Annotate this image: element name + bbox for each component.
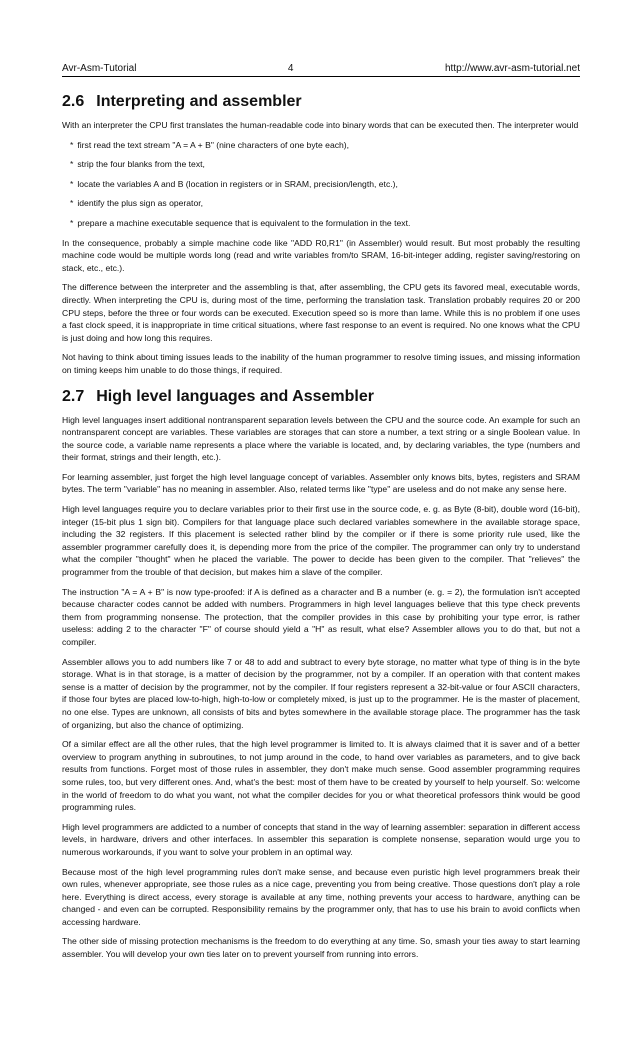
- paragraph: The instruction "A = A + B" is now type-proofed: if A is defined as a character and B a number (e. g. = 2), the formulation isn't accepted because character codes cannot be added with numbers. Programmers in high level languages believe that this type check prevents them from programming nonsense. The protection, that the compiler provides in this case by prohibiting your type error, is rather useless: adding 2 to the character "F" of course should yield a "H" as result, what else? Assembler allows you to do that, but not a compiler.: [62, 586, 580, 647]
- list-item: [70, 178, 580, 191]
- bullet-marker: *: [70, 139, 74, 150]
- paragraph: Not having to think about timing issues leads to the inability of the human programmer to resolve timing issues, and missing information on timing keeps him unable to do those things, if required.: [62, 352, 580, 375]
- section-2-7: [62, 387, 580, 961]
- section-title: Interpreting and assembler: [96, 93, 302, 110]
- paragraph: With an interpreter the CPU first translates the human-readable code into binary words that can be executed then. The interpreter would: [62, 120, 579, 130]
- section-title: High level languages and Assembler: [96, 387, 374, 405]
- page-content: [62, 92, 580, 971]
- paragraph: For learning assembler, just forget the high level language concept of variables. Assembler only knows bits, bytes, registers and SRAM bytes. The term "variable" has no meaning in assembler. Also, related terms like "type" are useless and do not make any sense here.: [62, 471, 580, 495]
- page-header: [62, 58, 580, 74]
- bullet-list: [62, 139, 580, 230]
- bullet-marker: *: [70, 217, 74, 228]
- paragraph: The other side of missing protection mechanisms is the freedom to do everything at any time. So, smash your ties away to start learning assembler. You will develop your own ties later on to prevent yourself from running into errors.: [62, 936, 580, 960]
- section-heading: [62, 92, 580, 112]
- paragraph: The difference between the interpreter and the assembling is that, after assembling, the CPU gets its favored meal, executable words, directly. When interpreting the CPU is, during most of the time, performing the translation task. Translation probably requires 20 or 200 CPU steps, before the three or four words can be executed. Execution speed so is more than lame. While this is no problem if one uses a fast clock speed, it is inappropriate in time critical situations, where fast response to an event is required. No one knows what the CPU is just doing and how long this requires.: [62, 282, 580, 343]
- list-item-text: locate the variables A and B (location in registers or in SRAM, precision/length, etc.),: [77, 178, 398, 189]
- list-item: [70, 217, 580, 230]
- list-item: [70, 139, 580, 152]
- list-item-text: first read the text stream "A = A + B" (nine characters of one byte each),: [77, 139, 350, 150]
- paragraph: Of a similar effect are all the other rules, that the high level programmer is limited to. It is always claimed that it is saver and of a better overview to program anything in subroutines, to not jump around in the code, to hand over variables as parameters, and to give back results from functions. Forget most of those rules in assembler, they don't make much sense. Good assembler programming requires some rules, too, but very different ones. And, what's the best: most of them have to be created by yourself to help yourself. So: welcome in the world of freedom to do what you want, not what the compiler decides for you or what theoretical professors think would be good programming rules.: [62, 739, 580, 813]
- paragraph: High level languages insert additional nontransparent separation levels between the CPU and the source code. An example for such an nontransparent concept are variables. These variables are storages that can store a number, a text string or a single Boolean value. In the source code, a variable name represents a place where the variable is located, and, by declaring variables, the type (numbers and their format, strings and their length, etc.).: [62, 414, 580, 463]
- header-rule: [62, 76, 580, 77]
- list-item-text: identify the plus sign as operator,: [77, 198, 204, 209]
- bullet-marker: *: [70, 198, 74, 209]
- list-item: [70, 158, 580, 171]
- bullet-marker: *: [70, 159, 74, 170]
- header-title: Avr-Asm-Tutorial: [62, 63, 137, 74]
- paragraph: Because most of the high level programming rules don't make sense, and because even puristic high level programmers break their own rules, whenever appropriate, see those rules as a nice cage, preventing you from being creative. Those questions don't play a role here. Everything is direct access, every storage is available at any time, nothing prevents your access to hardware, anything can be changed - and even can be corrupted. Responsibility remains by the programmer only, that has to use his brain to avoid conflicts when accessing hardware.: [62, 866, 580, 927]
- list-item-text: prepare a machine executable sequence that is equivalent to the formulation in the text.: [77, 217, 411, 228]
- list-item-text: strip the four blanks from the text,: [77, 159, 205, 170]
- section-2-6: [62, 92, 580, 377]
- section-heading: [62, 387, 580, 407]
- header-url: http://www.avr-asm-tutorial.net: [444, 63, 580, 74]
- section-number: 2.6: [62, 93, 85, 110]
- page-number: 4: [287, 63, 294, 74]
- paragraph: High level programmers are addicted to a number of concepts that stand in the way of learning assembler: separation in different access levels, in hardware, drivers and other interfaces. In assembler this separation is complete nonsense, separation would urge you to numerous workarounds, if you want to solve your problem in an optimal way.: [62, 821, 580, 857]
- bullet-marker: *: [70, 178, 74, 189]
- paragraph: Assembler allows you to add numbers like 7 or 48 to add and subtract to every byte storage, no matter what type of thing is in the byte storage. What is in that storage, is a matter of decision by the programmer, not by a compiler. If an operation with that content makes sense is a matter of decision by the programmer, not by the compiler. If four registers represent a 32-bit-value or four ASCII characters, if those four bytes are placed low-to-high, high-to-low or completely mixed, is just up to the programmer. He is the master of placement, no one else. Types are unknown, all consists of bits and bytes somewhere in the available storage place. The programmer has the task of organizing, but also the chance of optimizing.: [62, 656, 580, 730]
- section-number: 2.7: [62, 387, 85, 405]
- paragraph: In the consequence, probably a simple machine code like "ADD R0,R1" (in Assembler) would result. But most probably the resulting machine code would be multiple words long (read and write variables from/to SRAM, 16-bit-integer adding, register saving/restoring on stack, etc., etc.).: [62, 237, 580, 273]
- list-item: [70, 197, 580, 210]
- paragraph: High level languages require you to declare variables prior to their first use in the source code, e. g. as Byte (8-bit), double word (16-bit), integer (15-bit plus 1 sign bit). Compilers for that language place such declared variables somewhere in the available storage space, including the 32 registers. If this placement is selected rather blind by the compiler or if there is some priority rule used, like the assembler programmer carefully does it, is depending more from the price of the compiler. The programmer can only try to understand what the compiler "thought" when he placed the variable. The power to decide has been given to the compiler. That "relieves" the programmer from the trouble of that decision, but makes him a slave of the compiler.: [62, 504, 580, 578]
